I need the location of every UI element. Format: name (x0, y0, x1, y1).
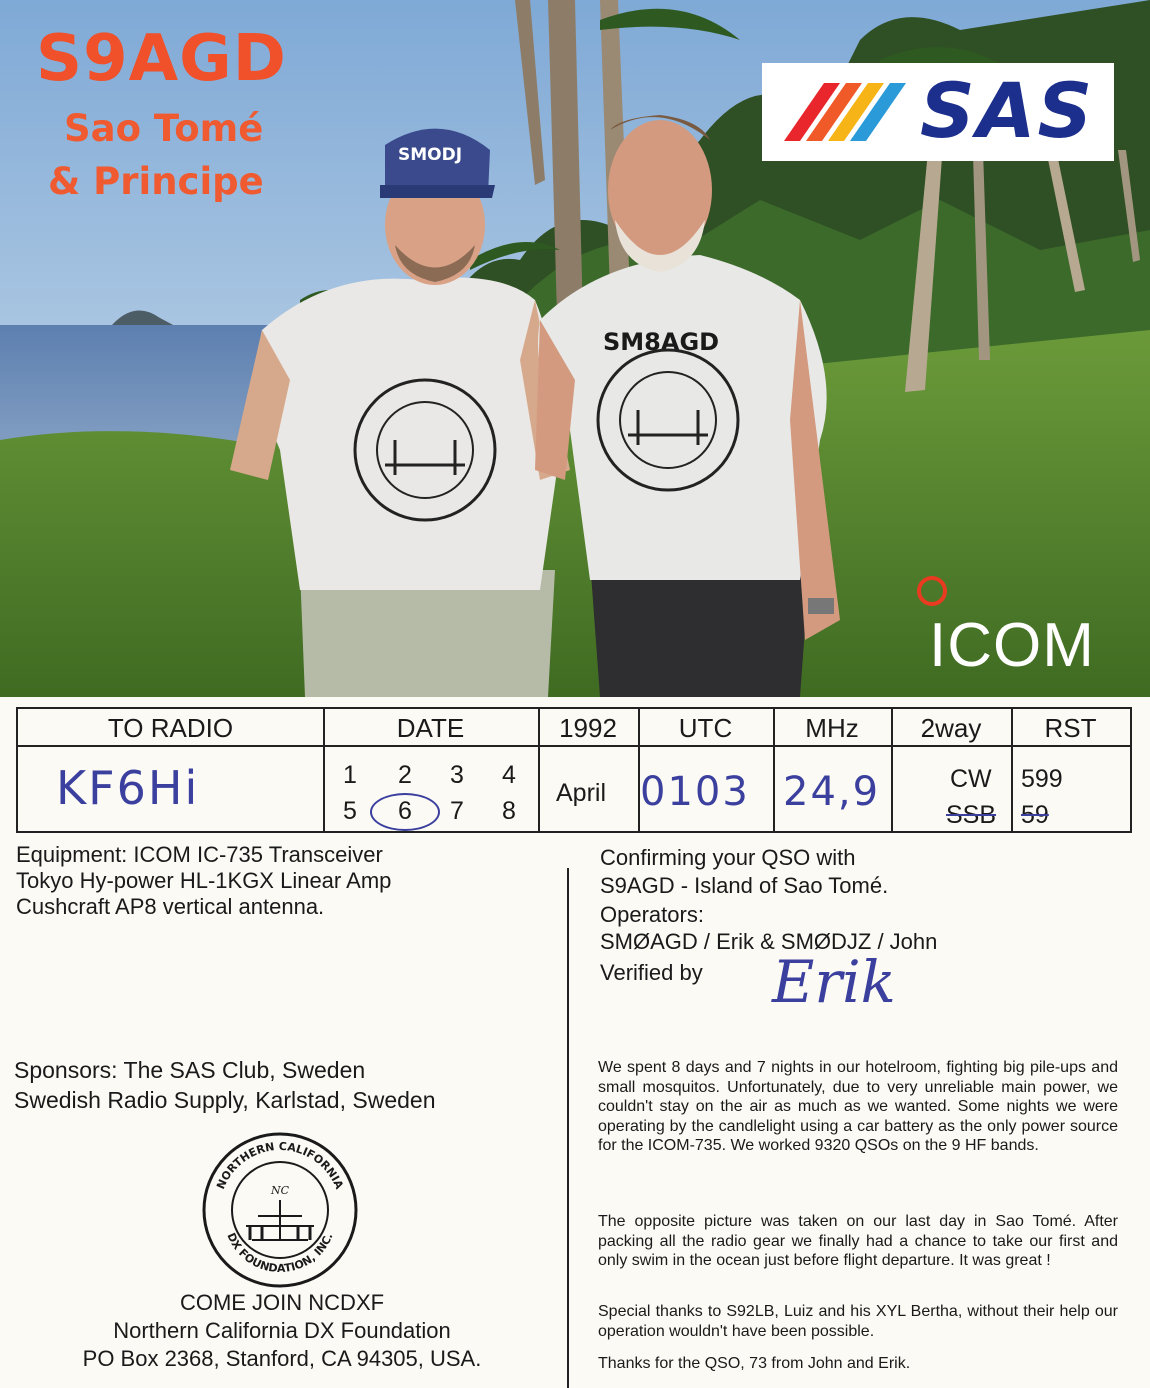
ncdxf-join: COME JOIN NCDXF (179, 1290, 385, 1315)
ncdxf-name: Northern California DX Foundation (113, 1318, 451, 1343)
callsign-title: S9AGD (36, 22, 287, 96)
seal-top-text: NORTHERN CALIFORNIA (214, 1139, 346, 1192)
seal-bottom-text: DX FOUNDATION, INC. (224, 1230, 336, 1276)
date-1: 1 (343, 761, 357, 789)
ncdxf-seal-icon (200, 1130, 360, 1290)
header-to-radio: TO RADIO (107, 713, 234, 743)
header-mhz: MHz (805, 713, 859, 743)
story-paragraph-1: We spent 8 days and 7 nights in our hotelroom, fighting big pile-ups and small mosquitos. Unfortunately, due to very unreliable main power, we couldn't stay on the air as much as we wanted. Some nights we were operating by the candlelight using a car battery as the only power source for the ICOM-735. We worked 9320 QSOs on the 9 HF bands. (598, 1059, 1118, 1154)
header-rst: RST (1044, 713, 1097, 743)
cap-text: SMODJ (398, 145, 463, 165)
verified-label: Verified by (600, 960, 703, 985)
qso-month: April (556, 779, 607, 807)
column-divider (567, 868, 569, 1388)
seal-monogram: NC (270, 1184, 290, 1197)
story-paragraph-4: Thanks for the QSO, 73 from John and Erik. (598, 1355, 911, 1372)
equipment-line-1: Equipment: ICOM IC-735 Transceiver (16, 842, 383, 867)
date-6: 6 (398, 797, 412, 825)
rst-ssb-struck: 59 (1021, 801, 1049, 829)
mode-ssb-struck: SSB (946, 801, 997, 829)
ncdxf-address: PO Box 2368, Stanford, CA 94305, USA. (82, 1346, 482, 1371)
sponsors-line-2: Swedish Radio Supply, Karlstad, Sweden (14, 1087, 436, 1113)
operators-list: SMØAGD / Erik & SMØDJZ / John (600, 929, 938, 954)
rst-cw: 599 (1021, 765, 1063, 793)
header-year: 1992 (559, 713, 617, 743)
header-utc: UTC (678, 713, 733, 743)
to-radio-callsign: KF6Hi (56, 761, 200, 815)
equipment-line-3: Cushcraft AP8 vertical antenna. (16, 894, 325, 919)
table-header-rule (18, 745, 1130, 747)
signature: Erik (772, 948, 896, 1016)
date-8: 8 (502, 797, 516, 825)
date-3: 3 (450, 761, 464, 789)
icom-logo: ICOM (929, 611, 1095, 680)
location-line-2: & Principe (48, 160, 264, 203)
date-5: 5 (343, 797, 357, 825)
operators-label: Operators: (600, 902, 704, 927)
qso-table (16, 707, 1132, 833)
mode-cw: CW (950, 765, 992, 793)
qso-utc-time: 0103 (640, 769, 750, 815)
date-4: 4 (502, 761, 516, 789)
location-line-1: Sao Tomé (64, 107, 264, 150)
confirm-line-2: S9AGD - Island of Sao Tomé. (600, 873, 889, 898)
header-mode: 2way (920, 713, 982, 743)
ncdxf-seal (200, 1130, 360, 1290)
date-7: 7 (450, 797, 464, 825)
equipment-line-2: Tokyo Hy-power HL-1KGX Linear Amp (16, 868, 392, 893)
confirm-line-1: Confirming your QSO with (600, 845, 856, 870)
story-paragraph-2: The opposite picture was taken on our last day in Sao Tomé. After packing all the radio gear we finally had a chance to take our first and only swim in the ocean just before flight departure. It was great ! (598, 1213, 1118, 1269)
story-paragraph-3: Special thanks to S92LB, Luiz and his XYL Bertha, without their help our operation wouldn't have been possible. (598, 1303, 1118, 1340)
qso-frequency: 24,9 (783, 769, 881, 815)
selected-day-circle (370, 793, 440, 831)
shirt-callsign: SM8AGD (603, 328, 720, 356)
sas-logo-text: SAS (920, 66, 1095, 155)
date-2: 2 (398, 761, 412, 789)
header-date: DATE (396, 713, 465, 743)
sponsors-line-1: Sponsors: The SAS Club, Sweden (14, 1057, 366, 1083)
icom-ring-icon (917, 576, 947, 606)
